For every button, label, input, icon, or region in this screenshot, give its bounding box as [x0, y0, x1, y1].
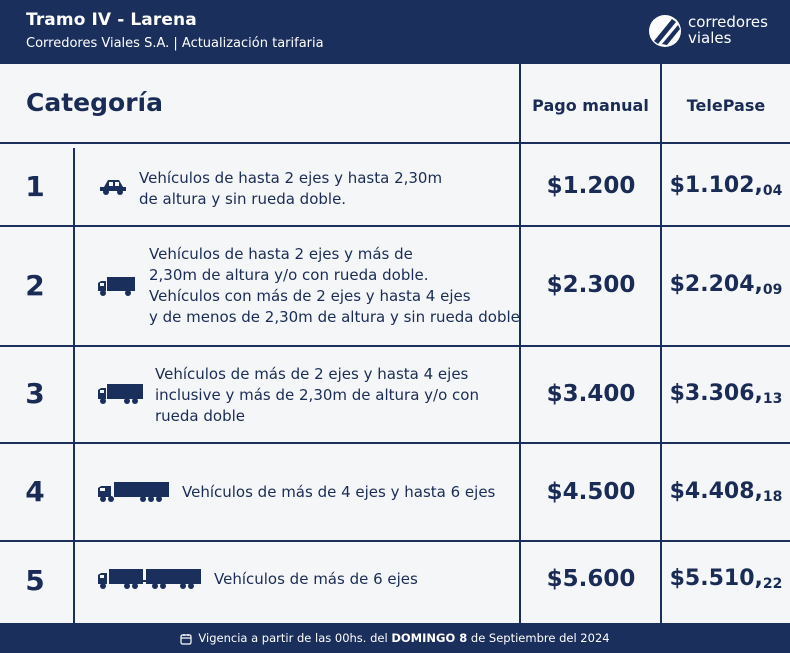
price-manual: $3.400 [546, 381, 636, 407]
small-truck-icon [97, 275, 137, 297]
price-telepase: $\$1.102,_{04}$ [669, 173, 783, 199]
page-header [0, 0, 790, 64]
category-description: Vehículos de hasta 2 ejes y más de 2,30m de altura y/o con rueda doble. Vehículos con más de 2 ejes y hasta 4 ejes y de menos de 2,30m de altura y sin rueda doble [149, 245, 520, 326]
medium-truck-icon [97, 382, 145, 406]
category-description: Vehículos de más de 4 ejes y hasta 6 ejes [182, 483, 496, 501]
column-header-category: Categoría [26, 88, 163, 117]
tariff-table [0, 64, 790, 623]
column-header-manual: Pago manual [532, 96, 649, 115]
logo-wordmark: corredores viales [688, 13, 768, 47]
category-number: 4 [25, 475, 45, 508]
column-header-telepase: TelePase [686, 96, 766, 115]
price-manual: $1.200 [546, 173, 636, 199]
category-number: 2 [25, 269, 45, 302]
logo-mark-icon [648, 14, 682, 48]
page-title: Tramo IV - Larena [26, 10, 197, 30]
category-description: Vehículos de hasta 2 ejes y hasta 2,30m de altura y sin rueda doble. [139, 169, 443, 208]
page-subtitle: Corredores Viales S.A. | Actualización tarifaria [26, 36, 324, 51]
price-manual: $5.600 [546, 566, 636, 592]
calendar-icon [180, 633, 192, 645]
price-telepase: $\$4.408,_{18}$ [669, 479, 783, 505]
validity-footer: Vigencia a partir de las 00hs. del DOMINGO 8 de Septiembre del 2024 [0, 623, 790, 653]
category-number: 3 [25, 377, 45, 410]
car-icon [98, 177, 128, 195]
brand-logo [648, 12, 778, 52]
price-manual: $2.300 [546, 272, 636, 298]
category-number: 1 [25, 170, 45, 203]
price-telepase: $\$5.510,_{22}$ [669, 566, 783, 592]
category-description: Vehículos de más de 2 ejes y hasta 4 ejes inclusive y más de 2,30m de altura y/o con rueda doble [155, 365, 479, 425]
category-description: Vehículos de más de 6 ejes [214, 570, 418, 588]
price-telepase: $\$3.306,_{13}$ [669, 381, 783, 407]
truck-trailer-icon [97, 567, 203, 591]
large-truck-icon [97, 480, 171, 504]
category-number: 5 [25, 564, 45, 597]
price-telepase: $\$2.204,_{09}$ [669, 272, 783, 298]
price-manual: $4.500 [546, 479, 636, 505]
